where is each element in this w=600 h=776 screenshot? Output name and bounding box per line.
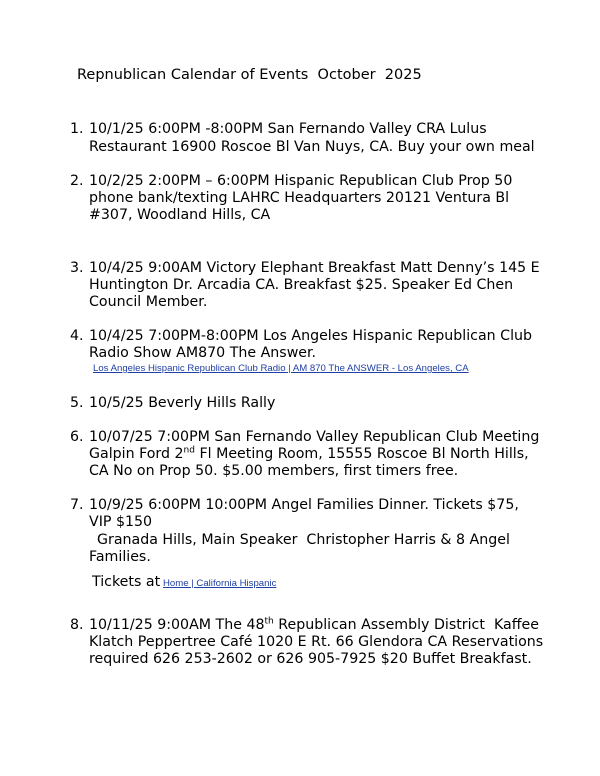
event-text-line: Radio Show AM870 The Answer. <box>89 345 317 361</box>
event-number: 1. <box>70 121 84 137</box>
page-title: Repnublican Calendar of Events October 2025 <box>77 67 422 83</box>
event-text-line: #307, Woodland Hills, CA <box>89 207 271 223</box>
event-text-line: required 626 253-2602 or 626 905-7925 $20 Buffet Breakfast. <box>89 651 532 667</box>
event-text-line: 10/07/25 7:00PM San Fernando Valley Republican Club Meeting <box>89 429 540 445</box>
event-number: 6. <box>70 429 84 445</box>
event-text-line: VIP $150 <box>89 514 153 530</box>
event-number: 3. <box>70 260 84 276</box>
event-number: 2. <box>70 173 84 189</box>
event-number: 7. <box>70 497 84 513</box>
event-text-line: 10/5/25 Beverly Hills Rally <box>89 395 276 411</box>
event-text-line: Families. <box>89 549 151 565</box>
event-text-line: 10/4/25 9:00AM Victory Elephant Breakfast Matt Denny’s 145 E <box>89 260 540 276</box>
tickets-label: Tickets at <box>92 574 161 590</box>
radio-show-link[interactable]: Los Angeles Hispanic Republican Club Radio | AM 870 The ANSWER - Los Angeles, CA <box>93 363 469 374</box>
event-text-line: Council Member. <box>89 294 208 310</box>
event-text-line: 10/1/25 6:00PM -8:00PM San Fernando Valley CRA Lulus <box>89 121 487 137</box>
event-text-line: Granada Hills, Main Speaker Christopher Harris & 8 Angel <box>97 532 510 548</box>
event-text-line: Huntington Dr. Arcadia CA. Breakfast $25. Speaker Ed Chen <box>89 277 514 293</box>
event-text-line: 10/11/25 9:00AM The 48th Republican Assembly District Kaffee <box>89 616 539 633</box>
event-text-line: phone bank/texting LAHRC Headquarters 20121 Ventura Bl <box>89 190 510 206</box>
event-text-line: Klatch Peppertree Café 1020 E Rt. 66 Glendora CA Reservations <box>89 634 544 650</box>
event-number: 5. <box>70 395 84 411</box>
event-text-line: CA No on Prop 50. $5.00 members, first timers free. <box>89 463 459 479</box>
tickets-link[interactable]: Home | California Hispanic <box>163 578 277 589</box>
event-text-line: 10/2/25 2:00PM – 6:00PM Hispanic Republican Club Prop 50 <box>89 173 513 189</box>
event-text-line: Galpin Ford 2nd Fl Meeting Room, 15555 Roscoe Bl North Hills, <box>89 445 529 462</box>
event-text-line: Restaurant 16900 Roscoe Bl Van Nuys, CA. Buy your own meal <box>89 139 535 155</box>
event-text-line: 10/4/25 7:00PM-8:00PM Los Angeles Hispanic Republican Club <box>89 328 533 344</box>
event-text-line: 10/9/25 6:00PM 10:00PM Angel Families Dinner. Tickets $75, <box>89 497 519 513</box>
event-number: 4. <box>70 328 84 344</box>
event-number: 8. <box>70 617 84 633</box>
